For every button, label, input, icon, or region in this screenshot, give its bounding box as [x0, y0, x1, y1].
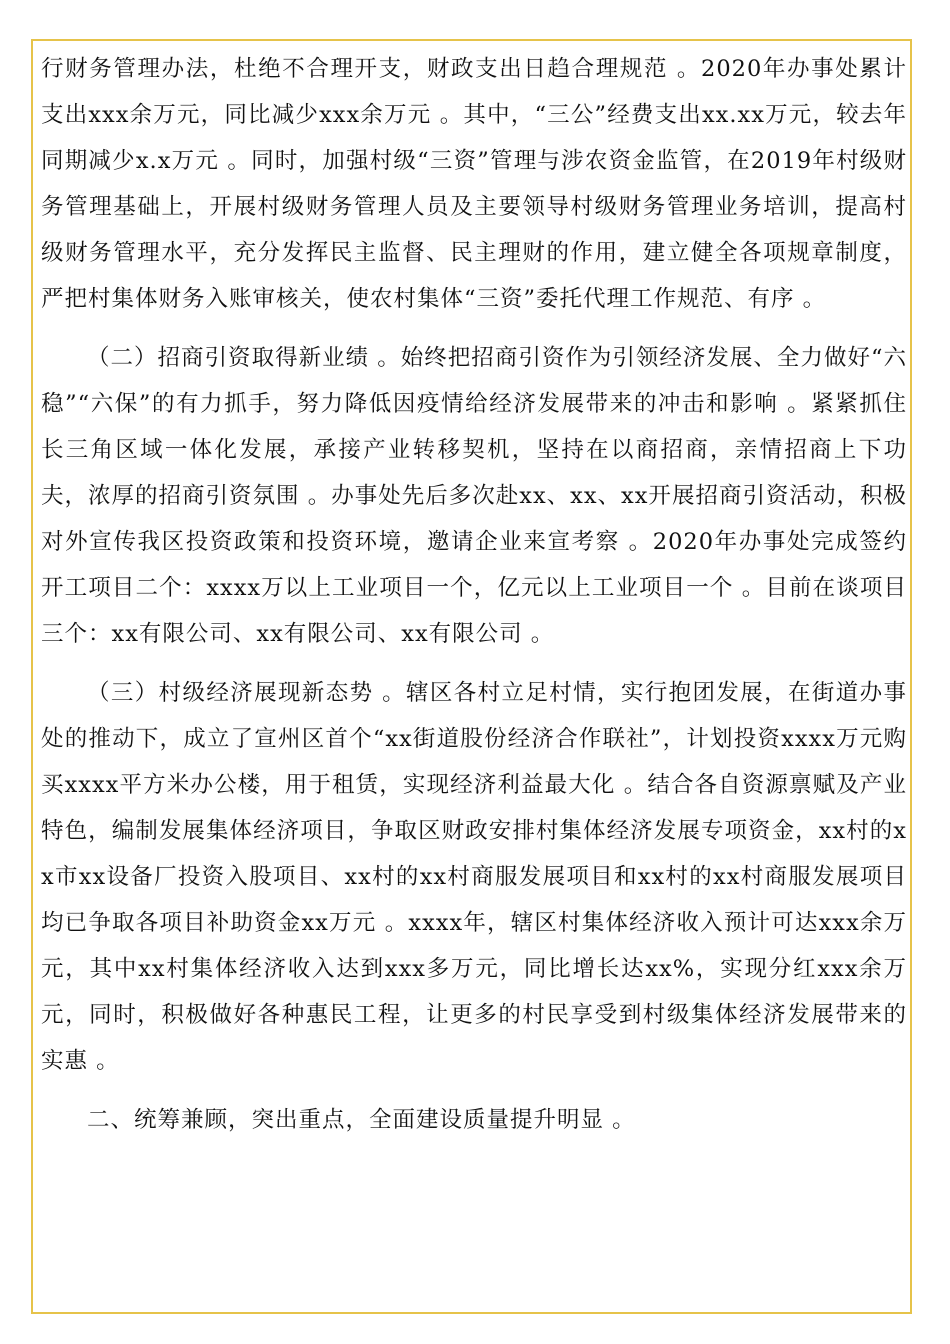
- paragraph-investment-attraction: （二）招商引资取得新业绩 。始终把招商引资作为引领经济发展、全力做好“六稳”“六保”的有力抓手，努力降低因疫情给经济发展带来的冲击和影响 。紧紧抓住长三角区域一体化发展，承接产业转移契机，坚持在以商招商，亲情招商上下功夫，浓厚的招商引资氛围 。办事处先后多次赴xx、xx、xx开展招商引资活动，积极对外宣传我区投资政策和投资环境，邀请企业来宣考察 。2020年办事处完成签约开工项目二个：xxxx万以上工业项目一个，亿元以上工业项目一个 。目前在谈项目三个：xx有限公司、xx有限公司、xx有限公司 。: [41, 345, 907, 647]
- paragraph-village-economy: （三）村级经济展现新态势 。辖区各村立足村情，实行抱团发展，在街道办事处的推动下，成立了宣州区首个“xx街道股份经济合作联社”，计划投资xxxx万元购买xxxx平方米办公楼，用于租赁，实现经济利益最大化 。结合各自资源禀赋及产业特色，编制发展集体经济项目，争取区财政安排村集体经济发展专项资金，xx村的xx市xx设备厂投资入股项目、xx村的xx村商服发展项目和xx村的xx村商服发展项目均已争取各项目补助资金xx万元 。xxxx年，辖区村集体经济收入预计可达xxx余万元，其中xx村集体经济收入达到xxx多万元，同比增长达xx%，实现分红xxx余万元，同时，积极做好各种惠民工程，让更多的村民享受到村级集体经济发展带来的实惠 。: [41, 680, 907, 1074]
- document-body: [41, 46, 907, 1143]
- paragraph-finance-management: 行财务管理办法，杜绝不合理开支，财政支出日趋合理规范 。2020年办事处累计支出xxx余万元，同比减少xxx余万元 。其中，“三公”经费支出xx.xx万元，较去年同期减少x.x万元 。同时，加强村级“三资”管理与涉农资金监管，在2019年村级财务管理基础上，开展村级财务管理人员及主要领导村级财务管理业务培训，提高村级财务管理水平，充分发挥民主监督、民主理财的作用，建立健全各项规章制度，严把村集体财务入账审核关，使农村集体“三资”委托代理工作规范、有序 。: [41, 56, 907, 312]
- section-heading-two: 二、统筹兼顾，突出重点，全面建设质量提升明显 。: [87, 1107, 636, 1133]
